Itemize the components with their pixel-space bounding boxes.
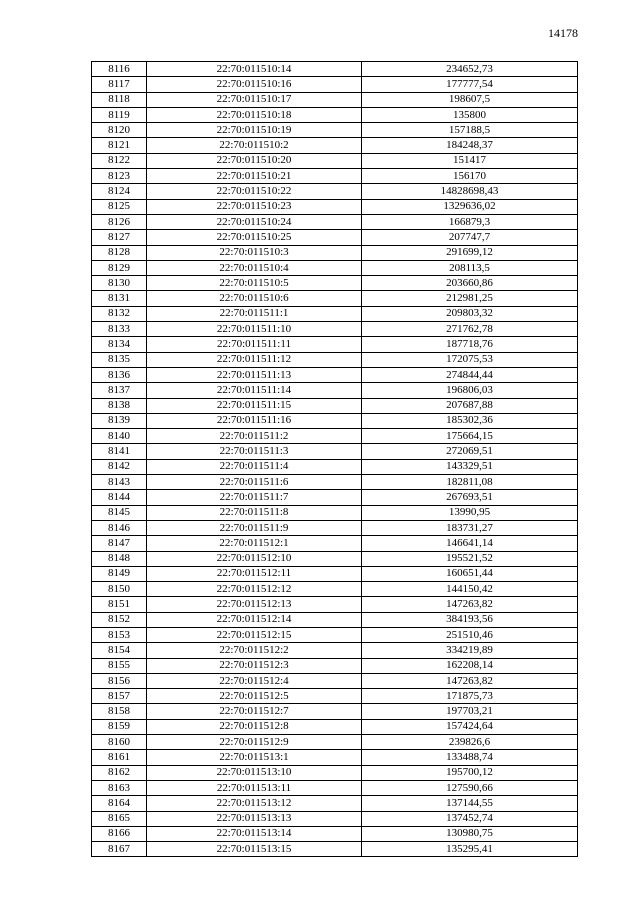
row-number-cell: 8123 bbox=[92, 169, 147, 184]
row-number-cell: 8162 bbox=[92, 765, 147, 780]
cadastral-number-cell: 22:70:011512:2 bbox=[147, 643, 362, 658]
cadastral-value-cell: 185302,36 bbox=[362, 413, 578, 428]
row-number-cell: 8142 bbox=[92, 459, 147, 474]
table-row bbox=[92, 551, 578, 566]
row-number-cell: 8146 bbox=[92, 520, 147, 535]
table-row bbox=[92, 475, 578, 490]
table-row bbox=[92, 612, 578, 627]
cadastral-value-cell: 251510,46 bbox=[362, 627, 578, 642]
table-row bbox=[92, 780, 578, 795]
cadastral-number-cell: 22:70:011512:5 bbox=[147, 689, 362, 704]
cadastral-value-cell: 157188,5 bbox=[362, 123, 578, 138]
row-number-cell: 8152 bbox=[92, 612, 147, 627]
table-row bbox=[92, 276, 578, 291]
cadastral-value-cell: 183731,27 bbox=[362, 520, 578, 535]
row-number-cell: 8158 bbox=[92, 704, 147, 719]
row-number-cell: 8164 bbox=[92, 796, 147, 811]
cadastral-value-cell: 144150,42 bbox=[362, 582, 578, 597]
cadastral-number-cell: 22:70:011511:3 bbox=[147, 444, 362, 459]
cadastral-number-cell: 22:70:011512:12 bbox=[147, 582, 362, 597]
cadastral-value-cell: 143329,51 bbox=[362, 459, 578, 474]
cadastral-number-cell: 22:70:011510:25 bbox=[147, 230, 362, 245]
row-number-cell: 8124 bbox=[92, 184, 147, 199]
cadastral-value-cell: 166879,3 bbox=[362, 214, 578, 229]
cadastral-number-cell: 22:70:011513:1 bbox=[147, 750, 362, 765]
cadastral-number-cell: 22:70:011510:22 bbox=[147, 184, 362, 199]
row-number-cell: 8140 bbox=[92, 429, 147, 444]
row-number-cell: 8139 bbox=[92, 413, 147, 428]
cadastral-number-cell: 22:70:011512:11 bbox=[147, 566, 362, 581]
cadastral-value-cell: 207747,7 bbox=[362, 230, 578, 245]
cadastral-number-cell: 22:70:011512:14 bbox=[147, 612, 362, 627]
cadastral-number-cell: 22:70:011512:8 bbox=[147, 719, 362, 734]
cadastral-value-cell: 151417 bbox=[362, 153, 578, 168]
cadastral-number-cell: 22:70:011512:1 bbox=[147, 536, 362, 551]
cadastral-number-cell: 22:70:011511:7 bbox=[147, 490, 362, 505]
row-number-cell: 8126 bbox=[92, 214, 147, 229]
cadastral-number-cell: 22:70:011511:4 bbox=[147, 459, 362, 474]
row-number-cell: 8117 bbox=[92, 77, 147, 92]
table-body bbox=[92, 62, 578, 857]
row-number-cell: 8147 bbox=[92, 536, 147, 551]
cadastral-number-cell: 22:70:011510:20 bbox=[147, 153, 362, 168]
cadastral-number-cell: 22:70:011511:13 bbox=[147, 367, 362, 382]
cadastral-number-cell: 22:70:011510:17 bbox=[147, 92, 362, 107]
table-row bbox=[92, 842, 578, 857]
row-number-cell: 8150 bbox=[92, 582, 147, 597]
row-number-cell: 8138 bbox=[92, 398, 147, 413]
table-row bbox=[92, 138, 578, 153]
table-row bbox=[92, 306, 578, 321]
cadastral-number-cell: 22:70:011513:10 bbox=[147, 765, 362, 780]
cadastral-value-cell: 146641,14 bbox=[362, 536, 578, 551]
table-row bbox=[92, 796, 578, 811]
row-number-cell: 8119 bbox=[92, 107, 147, 122]
cadastral-number-cell: 22:70:011510:3 bbox=[147, 245, 362, 260]
table-row bbox=[92, 291, 578, 306]
cadastral-value-cell: 175664,15 bbox=[362, 429, 578, 444]
cadastral-number-cell: 22:70:011510:5 bbox=[147, 276, 362, 291]
cadastral-number-cell: 22:70:011512:9 bbox=[147, 735, 362, 750]
table-row bbox=[92, 199, 578, 214]
row-number-cell: 8166 bbox=[92, 826, 147, 841]
cadastral-value-cell: 208113,5 bbox=[362, 260, 578, 275]
table-row bbox=[92, 673, 578, 688]
row-number-cell: 8133 bbox=[92, 322, 147, 337]
cadastral-value-cell: 162208,14 bbox=[362, 658, 578, 673]
table-row bbox=[92, 582, 578, 597]
cadastral-number-cell: 22:70:011511:1 bbox=[147, 306, 362, 321]
table-row bbox=[92, 398, 578, 413]
table-row bbox=[92, 107, 578, 122]
row-number-cell: 8160 bbox=[92, 735, 147, 750]
table-row bbox=[92, 184, 578, 199]
table-row bbox=[92, 260, 578, 275]
cadastral-number-cell: 22:70:011510:18 bbox=[147, 107, 362, 122]
row-number-cell: 8121 bbox=[92, 138, 147, 153]
row-number-cell: 8153 bbox=[92, 627, 147, 642]
row-number-cell: 8134 bbox=[92, 337, 147, 352]
row-number-cell: 8129 bbox=[92, 260, 147, 275]
cadastral-number-cell: 22:70:011511:6 bbox=[147, 475, 362, 490]
table-row bbox=[92, 750, 578, 765]
cadastral-number-cell: 22:70:011513:11 bbox=[147, 780, 362, 795]
table-row bbox=[92, 459, 578, 474]
cadastral-value-cell: 177777,54 bbox=[362, 77, 578, 92]
row-number-cell: 8159 bbox=[92, 719, 147, 734]
cadastral-value-cell: 182811,08 bbox=[362, 475, 578, 490]
cadastral-number-cell: 22:70:011511:12 bbox=[147, 352, 362, 367]
cadastral-value-cell: 234652,73 bbox=[362, 62, 578, 77]
cadastral-value-cell: 137452,74 bbox=[362, 811, 578, 826]
row-number-cell: 8132 bbox=[92, 306, 147, 321]
row-number-cell: 8125 bbox=[92, 199, 147, 214]
table-row bbox=[92, 490, 578, 505]
row-number-cell: 8131 bbox=[92, 291, 147, 306]
cadastral-number-cell: 22:70:011510:16 bbox=[147, 77, 362, 92]
cadastral-number-cell: 22:70:011512:13 bbox=[147, 597, 362, 612]
row-number-cell: 8167 bbox=[92, 842, 147, 857]
table-row bbox=[92, 245, 578, 260]
cadastral-number-cell: 22:70:011510:4 bbox=[147, 260, 362, 275]
row-number-cell: 8135 bbox=[92, 352, 147, 367]
row-number-cell: 8155 bbox=[92, 658, 147, 673]
table-row bbox=[92, 169, 578, 184]
table-row bbox=[92, 689, 578, 704]
row-number-cell: 8154 bbox=[92, 643, 147, 658]
table-row bbox=[92, 643, 578, 658]
cadastral-value-cell: 291699,12 bbox=[362, 245, 578, 260]
table-row bbox=[92, 444, 578, 459]
table-row bbox=[92, 214, 578, 229]
cadastral-number-cell: 22:70:011512:4 bbox=[147, 673, 362, 688]
cadastral-number-cell: 22:70:011510:6 bbox=[147, 291, 362, 306]
cadastral-value-cell: 147263,82 bbox=[362, 673, 578, 688]
cadastral-number-cell: 22:70:011511:14 bbox=[147, 383, 362, 398]
table-row bbox=[92, 383, 578, 398]
table-row bbox=[92, 92, 578, 107]
row-number-cell: 8128 bbox=[92, 245, 147, 260]
row-number-cell: 8149 bbox=[92, 566, 147, 581]
cadastral-value-cell: 184248,37 bbox=[362, 138, 578, 153]
row-number-cell: 8161 bbox=[92, 750, 147, 765]
cadastral-value-table bbox=[91, 61, 578, 857]
row-number-cell: 8145 bbox=[92, 505, 147, 520]
cadastral-number-cell: 22:70:011510:23 bbox=[147, 199, 362, 214]
table-row bbox=[92, 826, 578, 841]
cadastral-number-cell: 22:70:011510:19 bbox=[147, 123, 362, 138]
cadastral-value-cell: 209803,32 bbox=[362, 306, 578, 321]
cadastral-value-cell: 171875,73 bbox=[362, 689, 578, 704]
cadastral-number-cell: 22:70:011511:16 bbox=[147, 413, 362, 428]
row-number-cell: 8157 bbox=[92, 689, 147, 704]
table-row bbox=[92, 627, 578, 642]
row-number-cell: 8122 bbox=[92, 153, 147, 168]
cadastral-value-cell: 239826,6 bbox=[362, 735, 578, 750]
table-row bbox=[92, 704, 578, 719]
cadastral-value-cell: 203660,86 bbox=[362, 276, 578, 291]
row-number-cell: 8151 bbox=[92, 597, 147, 612]
cadastral-number-cell: 22:70:011512:10 bbox=[147, 551, 362, 566]
cadastral-value-cell: 147263,82 bbox=[362, 597, 578, 612]
table-row bbox=[92, 62, 578, 77]
cadastral-number-cell: 22:70:011512:7 bbox=[147, 704, 362, 719]
table-row bbox=[92, 658, 578, 673]
table-row bbox=[92, 536, 578, 551]
cadastral-value-cell: 196806,03 bbox=[362, 383, 578, 398]
cadastral-value-cell: 384193,56 bbox=[362, 612, 578, 627]
cadastral-value-cell: 127590,66 bbox=[362, 780, 578, 795]
cadastral-value-cell: 135800 bbox=[362, 107, 578, 122]
cadastral-value-cell: 274844,44 bbox=[362, 367, 578, 382]
row-number-cell: 8137 bbox=[92, 383, 147, 398]
table-row bbox=[92, 719, 578, 734]
cadastral-value-cell: 156170 bbox=[362, 169, 578, 184]
row-number-cell: 8116 bbox=[92, 62, 147, 77]
row-number-cell: 8136 bbox=[92, 367, 147, 382]
cadastral-value-cell: 272069,51 bbox=[362, 444, 578, 459]
row-number-cell: 8148 bbox=[92, 551, 147, 566]
cadastral-value-cell: 135295,41 bbox=[362, 842, 578, 857]
cadastral-value-cell: 160651,44 bbox=[362, 566, 578, 581]
cadastral-number-cell: 22:70:011510:14 bbox=[147, 62, 362, 77]
cadastral-number-cell: 22:70:011512:15 bbox=[147, 627, 362, 642]
row-number-cell: 8127 bbox=[92, 230, 147, 245]
cadastral-value-cell: 212981,25 bbox=[362, 291, 578, 306]
cadastral-number-cell: 22:70:011510:21 bbox=[147, 169, 362, 184]
table-row bbox=[92, 77, 578, 92]
table-row bbox=[92, 735, 578, 750]
table-row bbox=[92, 230, 578, 245]
row-number-cell: 8144 bbox=[92, 490, 147, 505]
cadastral-number-cell: 22:70:011510:2 bbox=[147, 138, 362, 153]
cadastral-number-cell: 22:70:011512:3 bbox=[147, 658, 362, 673]
table-row bbox=[92, 597, 578, 612]
cadastral-number-cell: 22:70:011513:15 bbox=[147, 842, 362, 857]
cadastral-value-cell: 271762,78 bbox=[362, 322, 578, 337]
table-row bbox=[92, 566, 578, 581]
table-row bbox=[92, 765, 578, 780]
cadastral-number-cell: 22:70:011511:10 bbox=[147, 322, 362, 337]
cadastral-number-cell: 22:70:011511:8 bbox=[147, 505, 362, 520]
cadastral-number-cell: 22:70:011511:11 bbox=[147, 337, 362, 352]
cadastral-value-cell: 130980,75 bbox=[362, 826, 578, 841]
cadastral-value-cell: 187718,76 bbox=[362, 337, 578, 352]
cadastral-value-cell: 334219,89 bbox=[362, 643, 578, 658]
cadastral-value-cell: 195700,12 bbox=[362, 765, 578, 780]
cadastral-number-cell: 22:70:011513:13 bbox=[147, 811, 362, 826]
cadastral-value-cell: 195521,52 bbox=[362, 551, 578, 566]
row-number-cell: 8141 bbox=[92, 444, 147, 459]
table-row bbox=[92, 367, 578, 382]
cadastral-number-cell: 22:70:011510:24 bbox=[147, 214, 362, 229]
cadastral-number-cell: 22:70:011513:14 bbox=[147, 826, 362, 841]
table-row bbox=[92, 337, 578, 352]
row-number-cell: 8120 bbox=[92, 123, 147, 138]
row-number-cell: 8118 bbox=[92, 92, 147, 107]
page-number: 14178 bbox=[548, 26, 578, 40]
cadastral-value-cell: 197703,21 bbox=[362, 704, 578, 719]
table-row bbox=[92, 811, 578, 826]
cadastral-value-cell: 137144,55 bbox=[362, 796, 578, 811]
row-number-cell: 8143 bbox=[92, 475, 147, 490]
row-number-cell: 8165 bbox=[92, 811, 147, 826]
cadastral-value-cell: 172075,53 bbox=[362, 352, 578, 367]
table-row bbox=[92, 352, 578, 367]
cadastral-number-cell: 22:70:011513:12 bbox=[147, 796, 362, 811]
cadastral-number-cell: 22:70:011511:15 bbox=[147, 398, 362, 413]
table-row bbox=[92, 153, 578, 168]
table-row bbox=[92, 123, 578, 138]
cadastral-number-cell: 22:70:011511:9 bbox=[147, 520, 362, 535]
cadastral-value-cell: 157424,64 bbox=[362, 719, 578, 734]
table-row bbox=[92, 413, 578, 428]
cadastral-value-cell: 267693,51 bbox=[362, 490, 578, 505]
table-row bbox=[92, 520, 578, 535]
cadastral-number-cell: 22:70:011511:2 bbox=[147, 429, 362, 444]
cadastral-value-cell: 14828698,43 bbox=[362, 184, 578, 199]
table-row bbox=[92, 429, 578, 444]
table-row bbox=[92, 505, 578, 520]
row-number-cell: 8130 bbox=[92, 276, 147, 291]
cadastral-value-cell: 133488,74 bbox=[362, 750, 578, 765]
cadastral-value-cell: 1329636,02 bbox=[362, 199, 578, 214]
cadastral-value-cell: 13990,95 bbox=[362, 505, 578, 520]
row-number-cell: 8156 bbox=[92, 673, 147, 688]
table-row bbox=[92, 322, 578, 337]
cadastral-value-cell: 198607,5 bbox=[362, 92, 578, 107]
row-number-cell: 8163 bbox=[92, 780, 147, 795]
cadastral-value-cell: 207687,88 bbox=[362, 398, 578, 413]
